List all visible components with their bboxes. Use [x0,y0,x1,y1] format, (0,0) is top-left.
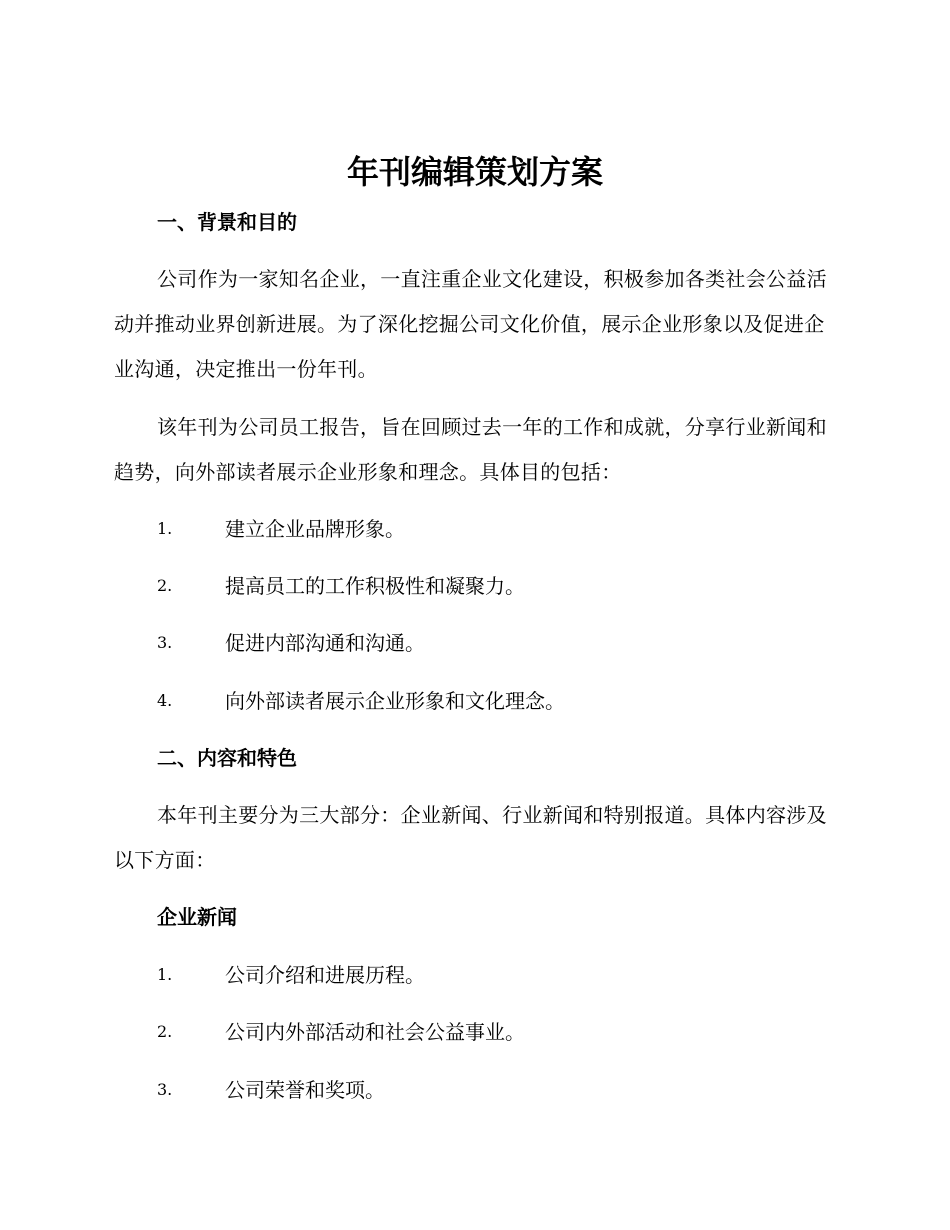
document-title: 年刊编辑策划方案 [346,153,603,191]
paragraph-background-intro: 公司作为一家知名企业，一直注重企业文化建设，积极参加各类社会公益活动并推动业界创新进展。为了深化挖掘公司文化价值，展示企业形象以及促进企业沟通，决定推出一份年刊。 [114,267,827,381]
paragraph-annual-purpose: 该年刊为公司员工报告，旨在回顾过去一年的工作和成就，分享行业新闻和趋势，向外部读者展示企业形象和理念。具体目的包括： [114,415,827,484]
list-item-text: 公司介绍和进展历程。 [225,963,425,987]
section-heading-content: 二、内容和特色 [157,746,297,770]
list-item-number: 4. [157,691,173,710]
section-heading-background: 一、背景和目的 [157,210,297,234]
list-item-number: 2. [157,576,173,595]
paragraph-content-overview: 本年刊主要分为三大部分：企业新闻、行业新闻和特别报道。具体内容涉及以下方面： [114,803,827,872]
list-item-text: 促进内部沟通和沟通。 [225,631,425,655]
list-item-number: 3. [157,1080,173,1099]
list-item-text: 公司荣誉和奖项。 [225,1078,385,1102]
list-item-text: 公司内外部活动和社会公益事业。 [225,1020,525,1044]
list-item-number: 1. [157,965,173,984]
list-item-number: 1. [157,519,173,538]
list-item-text: 向外部读者展示企业形象和文化理念。 [225,689,565,713]
list-item-number: 3. [157,633,173,652]
list-item-text: 建立企业品牌形象。 [225,517,405,541]
list-item-text: 提高员工的工作积极性和凝聚力。 [225,574,525,598]
subsection-heading-company-news: 企业新闻 [157,905,237,929]
list-item-number: 2. [157,1022,173,1041]
